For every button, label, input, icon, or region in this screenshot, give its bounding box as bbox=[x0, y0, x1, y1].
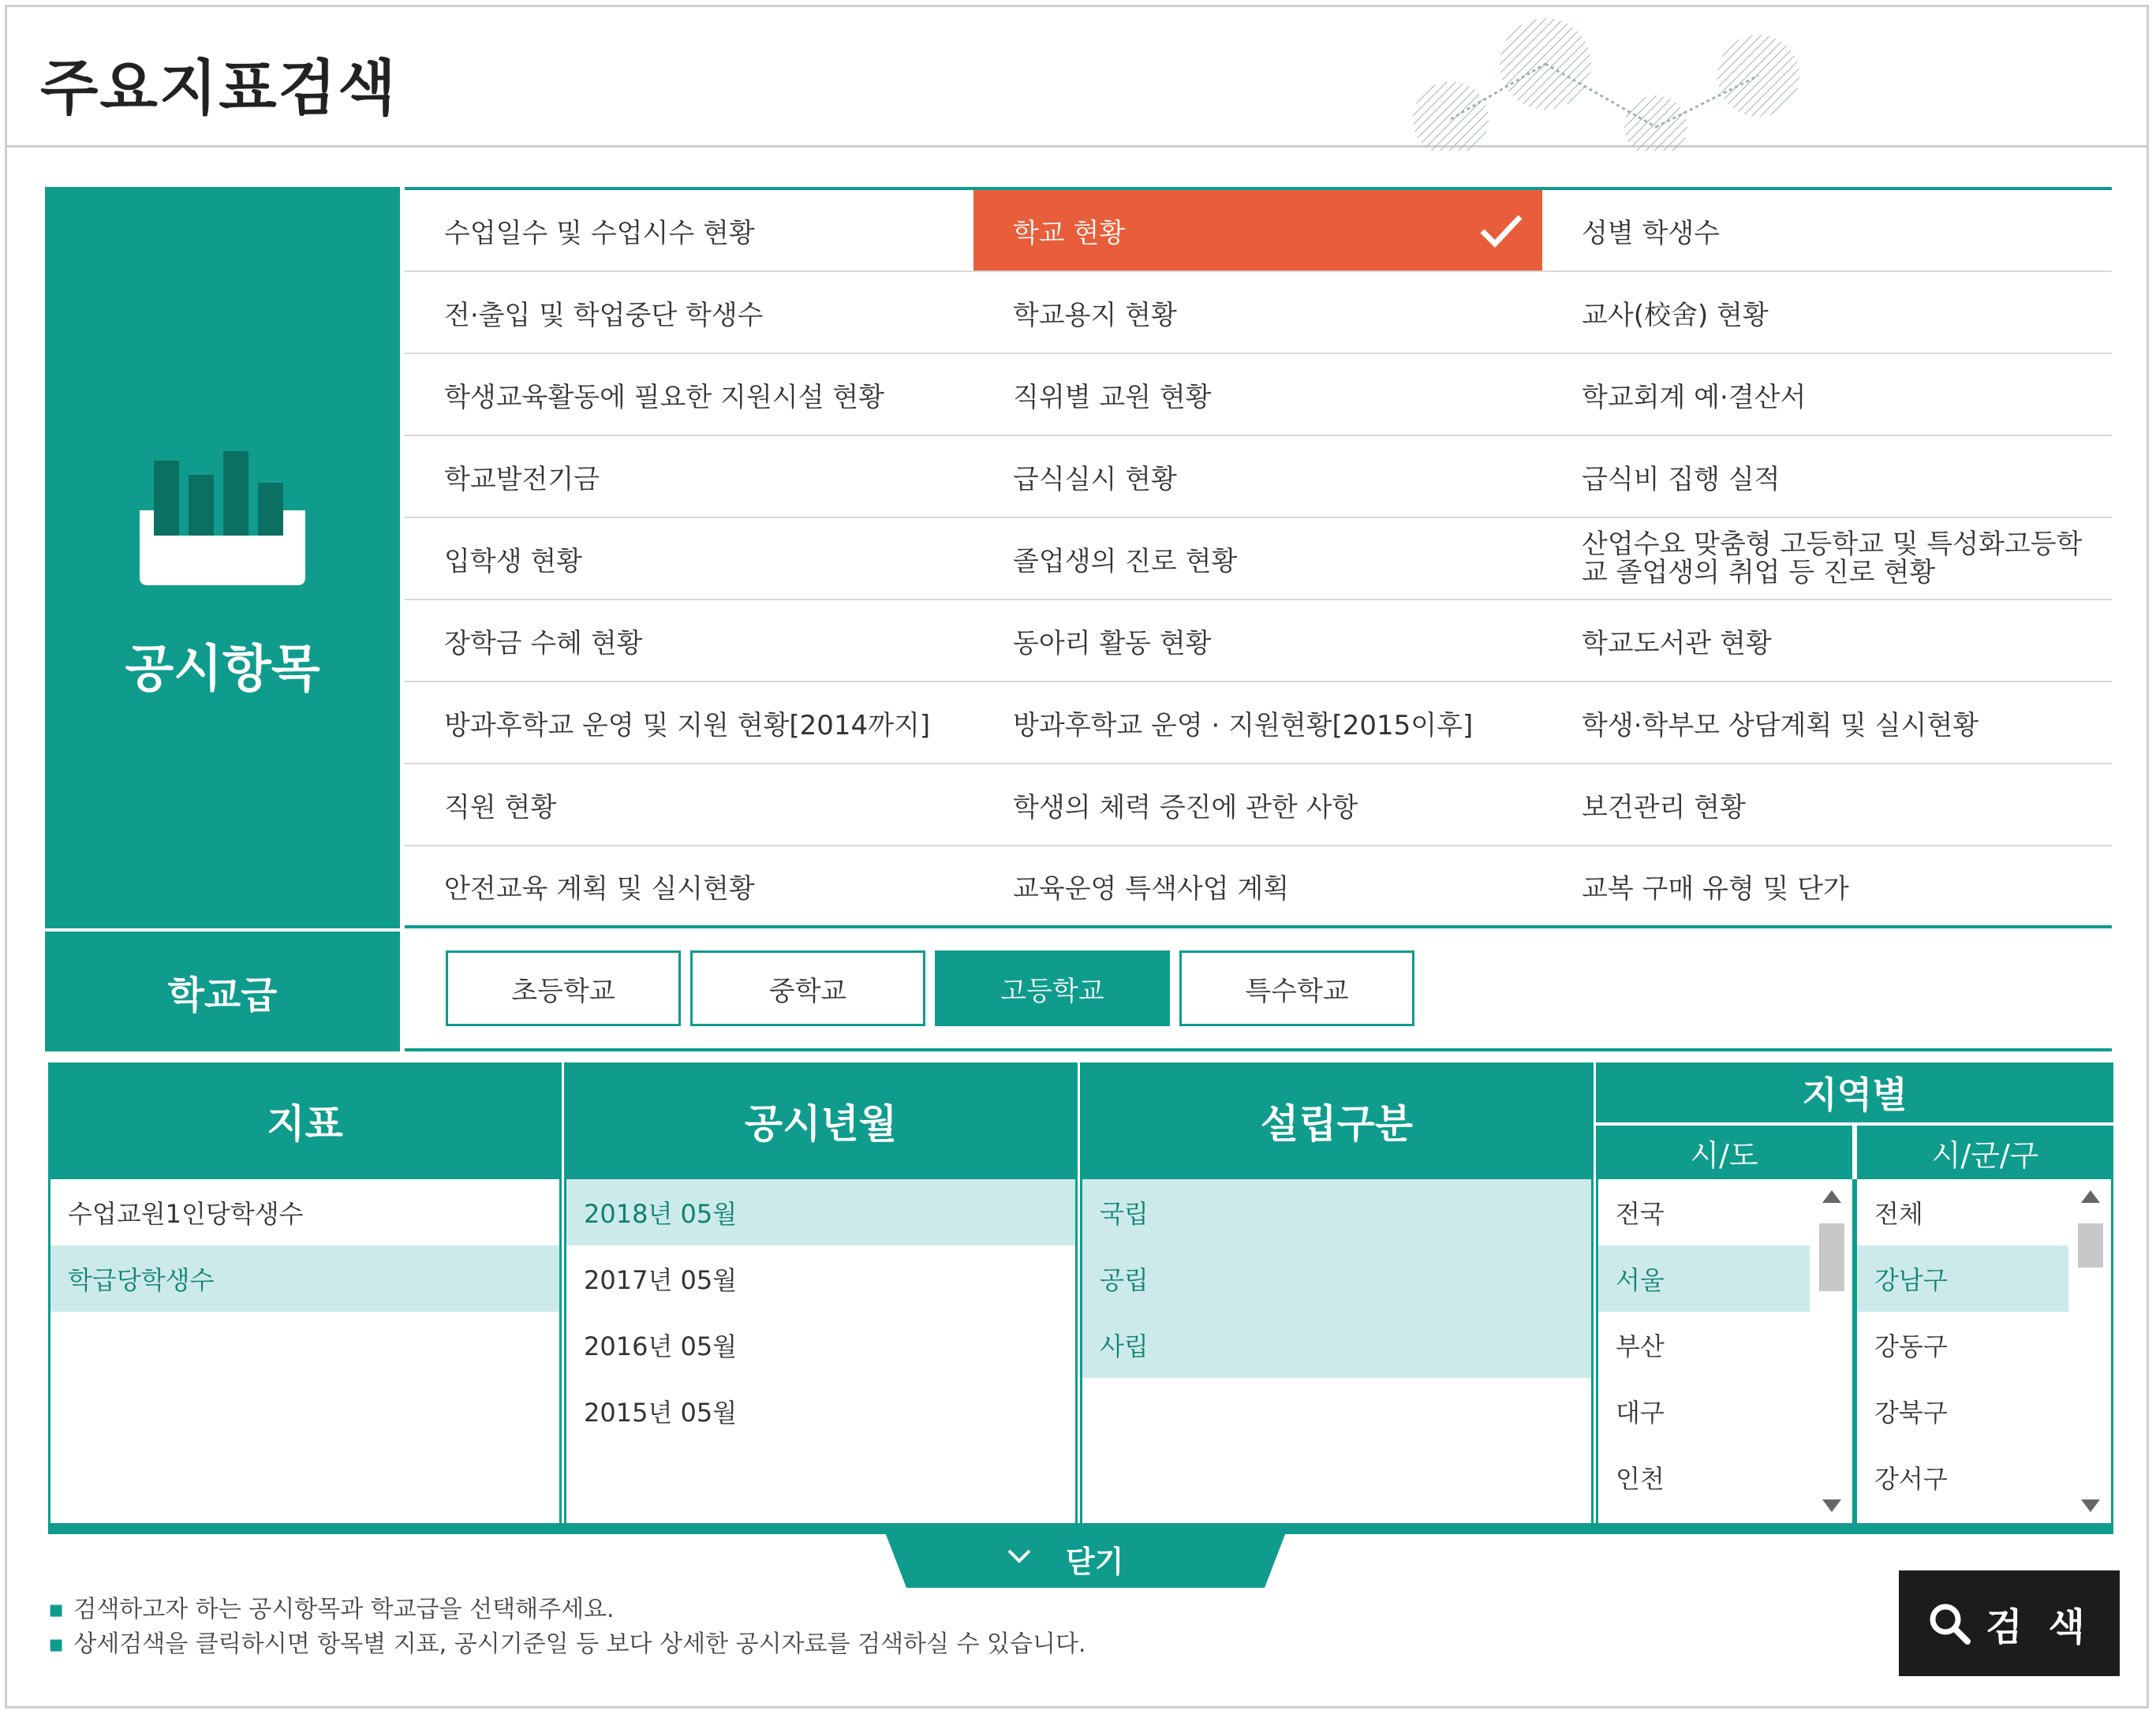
sigungu-list bbox=[1855, 1179, 2113, 1526]
grade-label: 학교급 bbox=[45, 932, 400, 1051]
category-item[interactable]: 학생·학부모 상담계획 및 실시현황 bbox=[1582, 709, 1979, 741]
category-item[interactable]: 학교회계 예·결산서 bbox=[1582, 381, 1807, 413]
category-item[interactable]: 학생교육활동에 필요한 지원시설 현황 bbox=[444, 381, 884, 413]
list-item-selected[interactable]: 국립 bbox=[1082, 1179, 1591, 1245]
page-header bbox=[7, 7, 2147, 148]
grade-button-special[interactable]: 특수학교 bbox=[1179, 950, 1414, 1026]
category-item[interactable]: 장학금 수혜 현황 bbox=[444, 627, 643, 659]
decorative-dots-graphic bbox=[1396, 17, 1806, 151]
check-icon bbox=[1478, 211, 1525, 250]
bar-chart-icon bbox=[140, 451, 305, 585]
sigungu-header: 시/군/구 bbox=[1857, 1126, 2113, 1179]
period-header: 공시년월 bbox=[564, 1062, 1078, 1179]
list-item[interactable]: 강북구 bbox=[1874, 1398, 1948, 1428]
grade-button-middle[interactable]: 중학교 bbox=[690, 950, 925, 1026]
list-item[interactable]: 2016년 05월 bbox=[584, 1331, 738, 1361]
category-panel bbox=[45, 187, 2112, 1051]
sido-header: 시/도 bbox=[1596, 1126, 1852, 1179]
category-row bbox=[405, 518, 2112, 600]
region-column bbox=[1596, 1062, 2113, 1536]
category-item[interactable]: 수업일수 및 수업시수 현황 bbox=[444, 217, 755, 249]
list-item-selected[interactable]: 강남구 bbox=[1857, 1245, 2068, 1312]
category-row bbox=[405, 272, 2112, 354]
category-item[interactable]: 성별 학생수 bbox=[1582, 217, 1721, 249]
list-item-selected[interactable]: 사립 bbox=[1082, 1312, 1591, 1378]
note-line: ▪ 상세검색을 클릭하시면 항목별 지표, 공시기준일 등 보다 상세한 공시자료를 검색하실 수 있습니다. bbox=[48, 1630, 1086, 1658]
indicator-column bbox=[48, 1062, 564, 1536]
period-list bbox=[564, 1179, 1078, 1526]
search-icon bbox=[1927, 1601, 1971, 1645]
category-item[interactable]: 동아리 활동 현황 bbox=[1013, 627, 1212, 659]
chevron-down-icon bbox=[1006, 1547, 1033, 1566]
category-item[interactable]: 학생의 체력 증진에 관한 사항 bbox=[1013, 791, 1358, 823]
help-notes bbox=[48, 1593, 1086, 1662]
category-item[interactable]: 학교용지 현황 bbox=[1013, 299, 1177, 331]
list-item[interactable]: 2015년 05월 bbox=[584, 1398, 738, 1428]
indicator-list bbox=[48, 1179, 562, 1526]
category-item[interactable]: 교사(校舍) 현황 bbox=[1582, 299, 1769, 331]
category-item[interactable]: 전·출입 및 학업중단 학생수 bbox=[444, 299, 764, 331]
close-button[interactable] bbox=[883, 1526, 1288, 1588]
category-label: 공시항목 bbox=[125, 640, 320, 699]
category-row bbox=[405, 354, 2112, 436]
category-item-selected[interactable]: 학교 현황 bbox=[973, 190, 1542, 271]
founding-header: 설립구분 bbox=[1080, 1062, 1594, 1179]
list-item[interactable]: 인천 bbox=[1616, 1464, 1665, 1494]
category-item[interactable]: 보건관리 현황 bbox=[1582, 791, 1746, 823]
category-item[interactable]: 급식실시 현황 bbox=[1013, 463, 1177, 495]
list-item[interactable]: 강서구 bbox=[1874, 1464, 1948, 1494]
filter-table bbox=[48, 1062, 2113, 1536]
category-item[interactable]: 입학생 현황 bbox=[444, 545, 583, 577]
search-button[interactable] bbox=[1899, 1570, 2120, 1676]
list-item-selected[interactable]: 공립 bbox=[1082, 1245, 1591, 1312]
category-row bbox=[405, 764, 2112, 846]
list-item[interactable]: 2017년 05월 bbox=[584, 1265, 738, 1295]
category-item[interactable]: 직원 현황 bbox=[444, 791, 557, 823]
category-grid bbox=[405, 187, 2112, 928]
category-item[interactable]: 직위별 교원 현황 bbox=[1013, 381, 1212, 413]
search-label: 검 색 bbox=[1986, 1604, 2091, 1649]
list-item[interactable]: 대구 bbox=[1616, 1398, 1665, 1428]
period-column bbox=[564, 1062, 1080, 1536]
sido-list bbox=[1596, 1179, 1855, 1526]
category-item[interactable]: 방과후학교 운영 및 지원 현황[2014까지] bbox=[444, 709, 931, 741]
founding-list bbox=[1080, 1179, 1594, 1526]
page-title: 주요지표검색 bbox=[40, 53, 398, 123]
region-header: 지역별 bbox=[1596, 1062, 2113, 1122]
indicator-header: 지표 bbox=[48, 1062, 562, 1179]
grade-selector bbox=[405, 932, 2112, 1051]
list-item[interactable]: 전국 bbox=[1616, 1199, 1665, 1229]
category-sidebar bbox=[45, 187, 400, 928]
category-row bbox=[405, 682, 2112, 764]
category-row bbox=[405, 190, 2112, 272]
close-label: 닫기 bbox=[1066, 1544, 1124, 1579]
sido-scrollbar[interactable] bbox=[1816, 1179, 1848, 1526]
category-item[interactable]: 교복 구매 유형 및 단가 bbox=[1582, 872, 1849, 905]
list-item-selected[interactable]: 서울 bbox=[1598, 1245, 1810, 1312]
founding-column bbox=[1080, 1062, 1596, 1536]
list-item-selected[interactable]: 2018년 05월 bbox=[566, 1179, 1075, 1245]
list-item[interactable]: 수업교원1인당학생수 bbox=[68, 1199, 304, 1229]
category-item[interactable]: 교육운영 특색사업 계획 bbox=[1013, 872, 1290, 905]
grade-button-high[interactable]: 고등학교 bbox=[935, 950, 1170, 1026]
list-item[interactable]: 강동구 bbox=[1874, 1331, 1948, 1361]
category-row bbox=[405, 600, 2112, 682]
search-panel bbox=[5, 5, 2149, 1708]
category-item[interactable]: 안전교육 계획 및 실시현황 bbox=[444, 872, 755, 905]
category-item[interactable]: 졸업생의 진로 현황 bbox=[1013, 545, 1238, 577]
category-item[interactable]: 학교도서관 현황 bbox=[1582, 627, 1772, 659]
sigungu-scrollbar[interactable] bbox=[2075, 1179, 2106, 1526]
category-item[interactable]: 급식비 집행 실적 bbox=[1582, 463, 1780, 495]
category-row bbox=[405, 436, 2112, 518]
list-item[interactable]: 부산 bbox=[1616, 1331, 1665, 1361]
category-item[interactable]: 학교발전기금 bbox=[444, 463, 600, 495]
category-row bbox=[405, 846, 2112, 928]
list-item[interactable]: 전체 bbox=[1874, 1199, 1923, 1229]
grade-button-elementary[interactable]: 초등학교 bbox=[446, 950, 681, 1026]
note-line: ▪ 검색하고자 하는 공시항목과 학교급을 선택해주세요. bbox=[48, 1596, 615, 1623]
category-item[interactable]: 산업수요 맞춤형 고등학교 및 특성화고등학교 졸업생의 취업 등 진로 현황 bbox=[1582, 528, 2083, 588]
category-item[interactable]: 방과후학교 운영 · 지원현황[2015이후] bbox=[1013, 709, 1474, 741]
list-item-selected[interactable]: 학급당학생수 bbox=[50, 1245, 559, 1312]
